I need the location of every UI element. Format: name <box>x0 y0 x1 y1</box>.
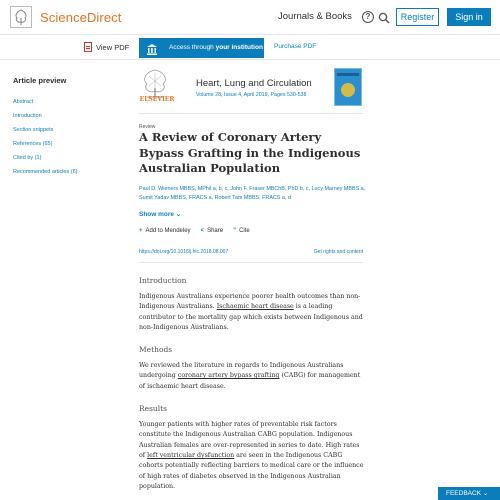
cover-graphic <box>341 83 355 97</box>
intro-text-1: Indigenous Australians experience poorer health outcomes than non-Indigenous Australians. <box>139 293 361 311</box>
divider <box>139 113 363 114</box>
institution-icon <box>147 42 157 53</box>
doi-link[interactable]: https://doi.org/10.1016/j.hlc.2018.08.007 <box>139 249 229 255</box>
show-more-label: Show more <box>139 211 175 218</box>
share-label: Share <box>207 228 224 234</box>
abstract-body <box>139 276 367 500</box>
divider <box>139 262 363 263</box>
mendeley-label: Add to Mendeley <box>145 228 191 234</box>
methods-text-2: (CABG) for management of ischaemic heart disease. <box>139 372 361 390</box>
sciencedirect-logo[interactable] <box>10 6 122 28</box>
sidebar-item-abstract[interactable]: Abstract <box>13 99 34 105</box>
rights-link[interactable]: Get rights and content <box>313 249 363 255</box>
add-to-mendeley-button[interactable] <box>139 228 191 234</box>
feedback-button[interactable] <box>438 487 500 500</box>
plus-icon: + <box>139 228 143 234</box>
sidebar-item-recommended[interactable]: Recommended articles (6) <box>13 169 78 175</box>
doi-row <box>139 249 363 255</box>
access-prefix: Access through <box>169 44 216 51</box>
elsevier-wordmark: ELSEVIER <box>139 96 175 103</box>
article-actions <box>139 228 250 234</box>
cite-button[interactable] <box>233 228 250 234</box>
view-pdf-link[interactable]: View PDF <box>96 43 130 52</box>
cover-band <box>337 73 359 76</box>
results-text-2: are seen in the Indigenous CABG cohorts potentially reflecting barriers to medical care or the influence of high rates of diabetes observed in the Indigenous Australian population. <box>139 451 364 490</box>
sidebar-item-cited-by[interactable]: Cited by (1) <box>13 155 42 161</box>
share-button[interactable] <box>201 228 224 234</box>
sign-in-button[interactable]: Sign in <box>447 8 491 26</box>
journal-cover-image[interactable] <box>334 68 362 106</box>
introduction-paragraph <box>139 292 367 333</box>
sidebar-heading: Article preview <box>13 76 67 85</box>
article-title: A Review of Coronary Artery Bypass Grafting in the Indigenous Australian Population <box>139 130 361 175</box>
feedback-label: FEEDBACK <box>446 490 482 497</box>
search-icon[interactable] <box>378 11 390 23</box>
cite-label: Cite <box>239 228 250 234</box>
results-text-1: Younger patients with higher rates of preventable risk factors constitute the Indigenous Australian CABG population. Indigenous Australian females are over-represented in series to date. High rates of <box>139 421 360 459</box>
access-institution: your institution <box>215 44 263 51</box>
elsevier-tree-icon <box>10 6 32 28</box>
chevron-down-icon: ⌄ <box>175 211 182 218</box>
ischaemic-heart-disease-link[interactable]: Ischaemic heart disease <box>216 303 294 311</box>
cabg-link[interactable]: coronary artery bypass grafting <box>177 372 280 380</box>
methods-paragraph <box>139 361 367 392</box>
chevron-icon: ⌄ <box>482 490 489 497</box>
sidebar-item-references[interactable]: References (65) <box>13 141 53 147</box>
register-button[interactable]: Register <box>396 8 439 26</box>
journal-title[interactable]: Heart, Lung and Circulation <box>196 78 312 89</box>
access-institution-button[interactable] <box>139 38 264 58</box>
show-more-button[interactable] <box>139 210 181 218</box>
methods-text-1: We reviewed the literature in regards to Indigenous Australians undergoing <box>139 362 344 380</box>
journal-volume-info[interactable]: Volume 28, Issue 4, April 2019, Pages 530-538 <box>196 92 307 98</box>
help-icon[interactable]: ? <box>362 11 374 23</box>
journals-books-link[interactable]: Journals & Books <box>278 11 352 22</box>
intro-text-2: is a leading contributor to the mortality gap which exists between Indigenous and non-Indigenous Australians. <box>139 303 363 331</box>
introduction-heading: Introduction <box>139 276 187 285</box>
share-icon: < <box>200 228 205 234</box>
purchase-pdf-link[interactable]: Purchase PDF <box>274 43 317 50</box>
methods-heading: Methods <box>139 345 173 355</box>
sidebar-item-introduction[interactable]: Introduction <box>13 113 42 119</box>
results-heading: Results <box>139 404 168 414</box>
article-type: Review <box>139 124 156 130</box>
author-list[interactable]: Paul D. Wieners MBBS, MPhil a, b, c, John F. Fraser MBChB, PhD b, c, Lucy Marney MBBS a, Sumit Yadav MBBS, FRACS a, Robert Tam MBBS, FRACS a, d <box>139 186 366 201</box>
article-outline-sidebar <box>13 70 123 179</box>
top-navigation-bar <box>0 0 500 35</box>
brand-name: ScienceDirect <box>40 9 122 25</box>
pdf-icon <box>84 42 92 52</box>
results-paragraph <box>139 420 367 492</box>
lv-dysfunction-link[interactable]: left ventricular dysfunction <box>147 451 235 459</box>
quote-icon: ” <box>233 228 237 234</box>
sidebar-item-section-snippets[interactable]: Section snippets <box>13 127 54 133</box>
